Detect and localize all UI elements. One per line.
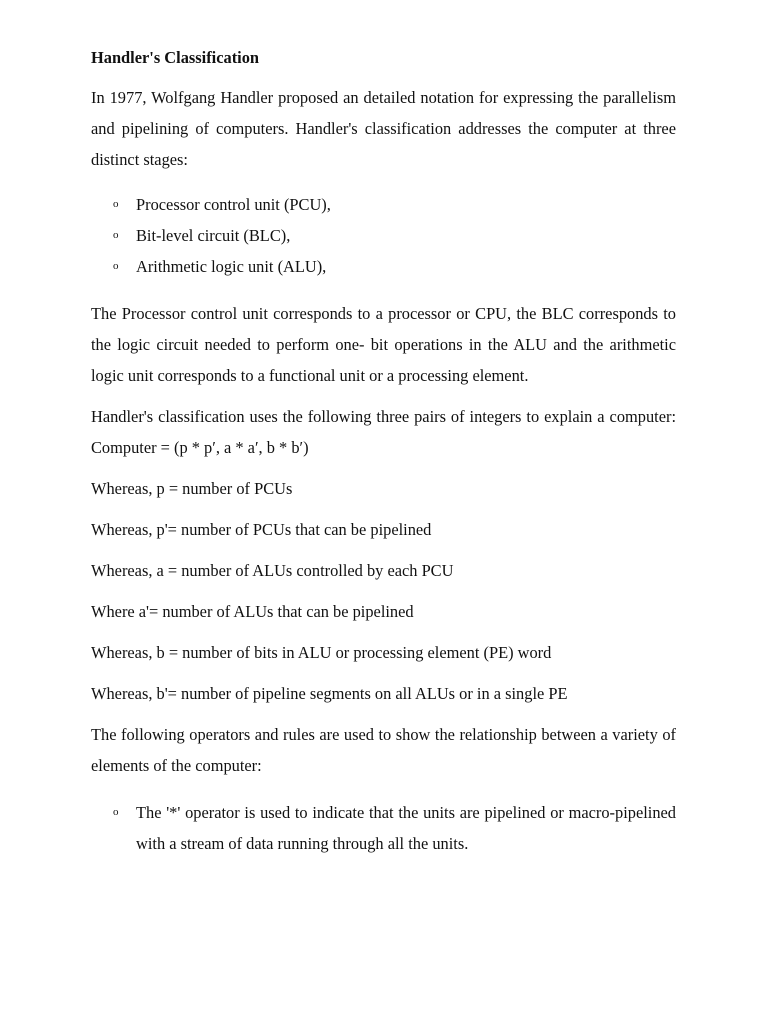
definition-line: Whereas, p'= number of PCUs that can be pipelined bbox=[91, 520, 432, 539]
list-item-text: Bit-level circuit (BLC), bbox=[136, 226, 291, 245]
list-item-text: Arithmetic logic unit (ALU), bbox=[136, 257, 327, 276]
definition-line: Whereas, a = number of ALUs controlled by each PCU bbox=[91, 561, 454, 580]
hollow-bullet-icon: o bbox=[113, 260, 119, 272]
operators-list bbox=[91, 797, 676, 859]
pcu-paragraph: The Processor control unit corresponds to a processor or CPU, the BLC corresponds to the logic circuit needed to perform one- bit operations in the ALU and the arithmetic logic unit corresponds to a functional unit or a processing element. bbox=[91, 304, 676, 385]
hollow-bullet-icon: o bbox=[113, 806, 119, 818]
definition-line: Whereas, b = number of bits in ALU or processing element (PE) word bbox=[91, 643, 552, 662]
hollow-bullet-icon: o bbox=[113, 198, 119, 210]
list-item bbox=[91, 189, 676, 220]
definition-line: Whereas, b'= number of pipeline segments on all ALUs or in a single PE bbox=[91, 684, 568, 703]
list-item bbox=[91, 251, 676, 282]
intro-paragraph: In 1977, Wolfgang Handler proposed an detailed notation for expressing the parallelism and pipelining of computers. Handler's classification addresses the computer at three distinct stages: bbox=[91, 88, 676, 169]
definition-line: Whereas, p = number of PCUs bbox=[91, 479, 293, 498]
document-title: Handler's Classification bbox=[91, 48, 260, 67]
operators-paragraph: The following operators and rules are used to show the relationship between a variety of elements of the computer: bbox=[91, 725, 676, 775]
hollow-bullet-icon: o bbox=[113, 229, 119, 241]
list-item-text: Processor control unit (PCU), bbox=[136, 195, 331, 214]
list-item bbox=[91, 797, 676, 859]
definition-line: Where a'= number of ALUs that can be pipelined bbox=[91, 602, 414, 621]
document-page bbox=[91, 44, 676, 875]
stages-list bbox=[91, 189, 676, 282]
list-item bbox=[91, 220, 676, 251]
list-item-text: The '*' operator is used to indicate that the units are pipelined or macro-pipelined with a stream of data running through all the units. bbox=[136, 803, 676, 853]
pairs-paragraph: Handler's classification uses the following three pairs of integers to explain a computer: Computer = (p * p′, a * a′, b * b′) bbox=[91, 407, 676, 457]
